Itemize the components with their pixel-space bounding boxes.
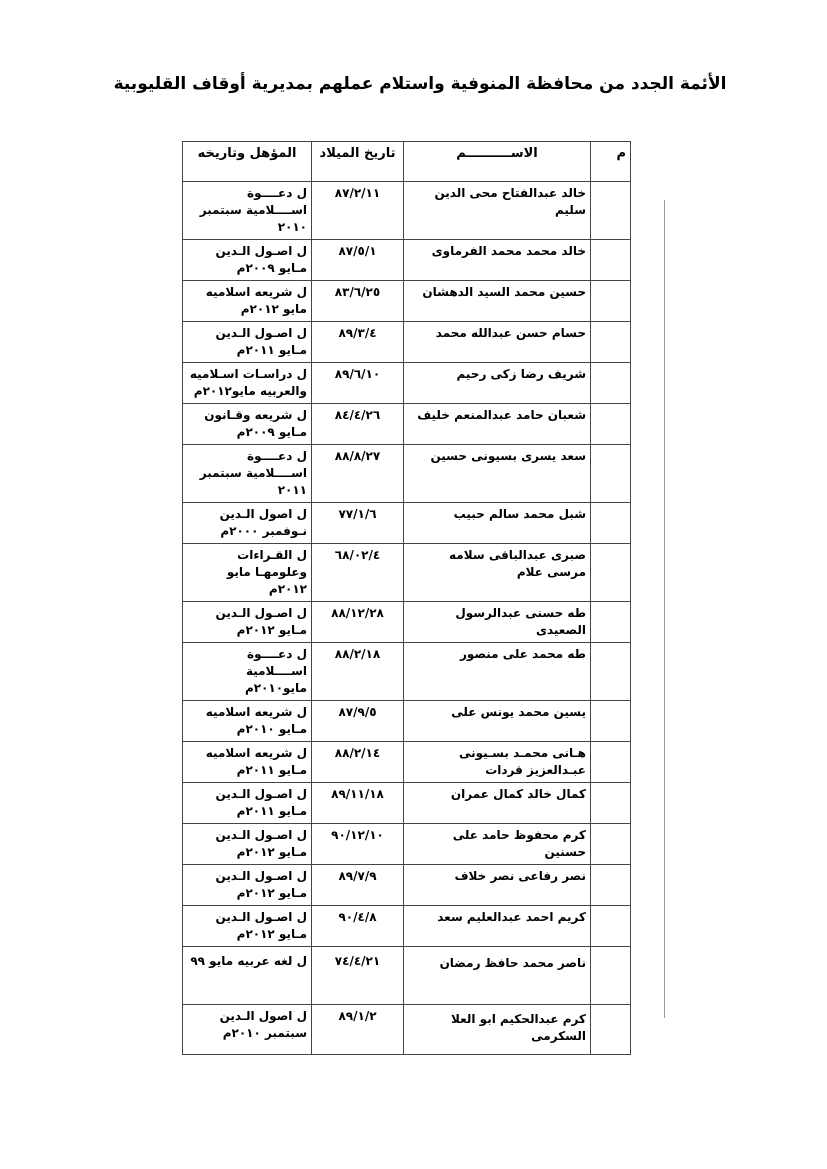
row-num	[591, 240, 631, 281]
row-qualification: ل اصـول الـدين مـايو ٢٠٠٩م	[183, 240, 312, 281]
row-num	[591, 1005, 631, 1055]
row-qualification: ل اصـول الـدين مـايو ٢٠١٢م	[183, 602, 312, 643]
row-name: حسام حسن عبدالله محمد	[404, 322, 591, 363]
row-name: سعد يسرى بسيونى حسين	[404, 445, 591, 503]
row-name: خالد عبدالفتاح محى الدين سليم	[404, 182, 591, 240]
row-qualification: ل القـراءات وعلومهـا مايو ٢٠١٢م	[183, 544, 312, 602]
row-dob: ٨٣/٦/٢٥	[312, 281, 404, 322]
row-name: صبرى عبدالباقى سلامه مرسى علام	[404, 544, 591, 602]
row-qualification: ل اصول الـدين سبتمبر ٢٠١٠م	[183, 1005, 312, 1055]
row-num	[591, 281, 631, 322]
row-qualification: ل اصـول الـدين مـايو ٢٠١١م	[183, 322, 312, 363]
row-qualification: ل شريعه اسلاميه مايو ٢٠١٢م	[183, 281, 312, 322]
row-num	[591, 783, 631, 824]
row-qualification: ل دعــــوة اســــلامية مايو٢٠١٠م	[183, 643, 312, 701]
row-dob: ٨٩/١١/١٨	[312, 783, 404, 824]
row-qualification: ل لغه عربيه مايو ٩٩	[183, 947, 312, 1005]
row-dob: ٧٧/١/٦	[312, 503, 404, 544]
row-num	[591, 404, 631, 445]
row-qualification: ل شريعه وقـانون مـايو ٢٠٠٩م	[183, 404, 312, 445]
table-row	[183, 947, 631, 1005]
row-dob: ٨٩/٧/٩	[312, 865, 404, 906]
row-qualification: ل اصول الـدين نـوفمبر ٢٠٠٠م	[183, 503, 312, 544]
row-dob: ٨٨/٢/١٤	[312, 742, 404, 783]
header-qualification: المؤهل وتاريخه	[183, 142, 312, 182]
row-dob: ٩٠/١٢/١٠	[312, 824, 404, 865]
header-num: م	[591, 142, 631, 182]
row-num	[591, 445, 631, 503]
row-dob: ٨٩/٣/٤	[312, 322, 404, 363]
row-qualification: ل اصـول الـدين مـايو ٢٠١١م	[183, 783, 312, 824]
table-row	[183, 742, 631, 783]
table-row	[183, 824, 631, 865]
row-dob: ٨٩/٦/١٠	[312, 363, 404, 404]
row-dob: ٦٨/٠٢/٤	[312, 544, 404, 602]
row-num	[591, 602, 631, 643]
row-dob: ٩٠/٤/٨	[312, 906, 404, 947]
row-name: خالد محمد محمد الفرماوى	[404, 240, 591, 281]
row-name: كريم احمد عبدالعليم سعد	[404, 906, 591, 947]
row-dob: ٨٨/١٢/٢٨	[312, 602, 404, 643]
row-dob: ٨٧/٢/١١	[312, 182, 404, 240]
row-num	[591, 503, 631, 544]
row-name: حسين محمد السيد الدهشان	[404, 281, 591, 322]
page-title: الأئمة الجدد من محافظة المنوفية واستلام عملهم بمديرية أوقاف القليوبية	[113, 74, 727, 94]
row-qualification: ل دعــــوة اســــلامية سبتمبر ٢٠١١	[183, 445, 312, 503]
row-name: شعبان حامد عبدالمنعم خليف	[404, 404, 591, 445]
row-dob: ٨٨/٨/٢٧	[312, 445, 404, 503]
row-name: شبل محمد سالم حبيب	[404, 503, 591, 544]
row-num	[591, 947, 631, 1005]
table-row	[183, 701, 631, 742]
row-name: كرم عبدالحكيم ابو العلا السكرمى	[404, 1005, 591, 1055]
imams-table	[182, 141, 631, 1055]
table-row	[183, 404, 631, 445]
row-qualification: ل اصـول الـدين مـايو ٢٠١٢م	[183, 906, 312, 947]
row-dob: ٨٨/٢/١٨	[312, 643, 404, 701]
row-name: طه محمد على منصور	[404, 643, 591, 701]
table-row	[183, 602, 631, 643]
row-dob: ٨٧/٥/١	[312, 240, 404, 281]
row-num	[591, 865, 631, 906]
row-qualification: ل دعــــوة اســــلامية سبتمبر ٢٠١٠	[183, 182, 312, 240]
table-row	[183, 544, 631, 602]
table-row	[183, 445, 631, 503]
row-num	[591, 544, 631, 602]
row-qualification: ل دراسـات اسـلاميه والعربيه مايو٢٠١٢م	[183, 363, 312, 404]
row-num	[591, 701, 631, 742]
row-name: كمال خالد كمال عمران	[404, 783, 591, 824]
row-qualification: ل اصـول الـدين مـايو ٢٠١٢م	[183, 865, 312, 906]
row-dob: ٨٤/٤/٢٦	[312, 404, 404, 445]
row-qualification: ل شريعه اسلاميه مـايو ٢٠١١م	[183, 742, 312, 783]
row-num	[591, 906, 631, 947]
row-name: شريف رضا زكى رحيم	[404, 363, 591, 404]
row-num	[591, 322, 631, 363]
table-row	[183, 1005, 631, 1055]
header-name: الاســــــــــم	[404, 142, 591, 182]
table-row	[183, 182, 631, 240]
row-qualification: ل اصـول الـدين مـايو ٢٠١٢م	[183, 824, 312, 865]
table-row	[183, 322, 631, 363]
row-dob: ٨٧/٩/٥	[312, 701, 404, 742]
row-dob: ٧٤/٤/٢١	[312, 947, 404, 1005]
row-dob: ٨٩/١/٢	[312, 1005, 404, 1055]
table-row	[183, 906, 631, 947]
row-num	[591, 824, 631, 865]
row-name: هـانى محمـد بسـيونى عبـدالعزيز قردات	[404, 742, 591, 783]
header-dob: تاريخ الميلاد	[312, 142, 404, 182]
row-name: ناصر محمد حافظ رمضان	[404, 947, 591, 1005]
row-num	[591, 363, 631, 404]
row-name: كرم محفوظ حامد على حسنين	[404, 824, 591, 865]
table-header-row	[183, 142, 631, 182]
table-row	[183, 865, 631, 906]
table-row	[183, 643, 631, 701]
row-num	[591, 643, 631, 701]
row-name: طه حسنى عبدالرسول الصعيدى	[404, 602, 591, 643]
row-name: نصر رفاعى نصر خلاف	[404, 865, 591, 906]
table-row	[183, 240, 631, 281]
row-num	[591, 742, 631, 783]
table-row	[183, 281, 631, 322]
table-row	[183, 783, 631, 824]
table-row	[183, 363, 631, 404]
table-row	[183, 503, 631, 544]
row-name: يسين محمد يونس على	[404, 701, 591, 742]
row-num	[591, 182, 631, 240]
margin-rule	[664, 200, 665, 1018]
row-qualification: ل شريعه اسلاميه مـايو ٢٠١٠م	[183, 701, 312, 742]
